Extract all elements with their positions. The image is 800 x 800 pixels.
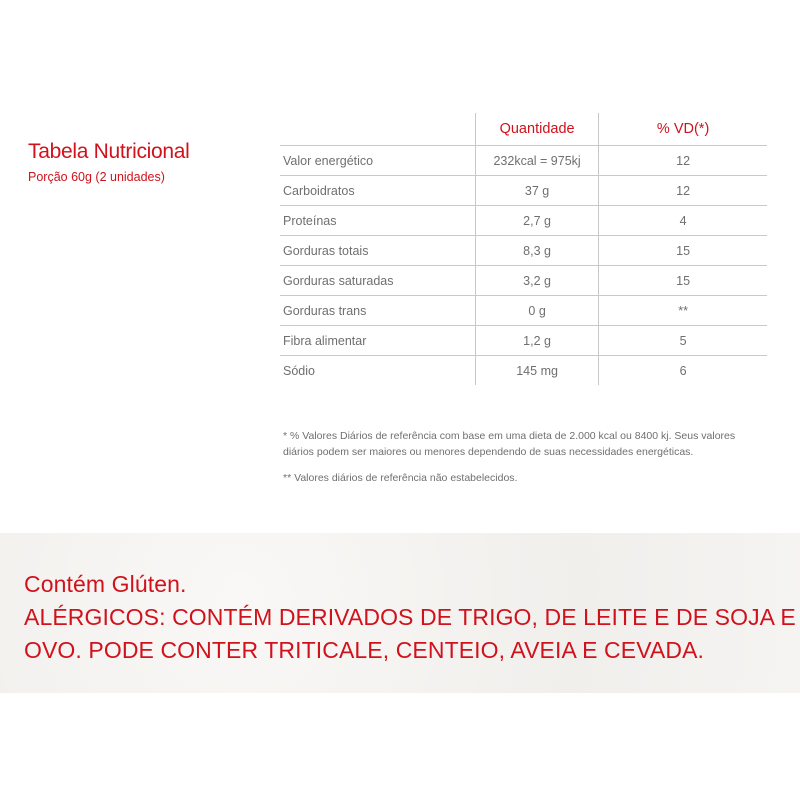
nutrient-vd: 12 <box>599 176 767 206</box>
portion-label: Porção 60g (2 unidades) <box>28 170 165 184</box>
nutrient-quantity: 3,2 g <box>475 266 598 296</box>
table-row <box>280 236 767 266</box>
table-row <box>280 326 767 356</box>
nutrient-vd: 15 <box>599 236 767 266</box>
nutrient-vd: ** <box>599 296 767 326</box>
footnotes <box>283 428 763 496</box>
nutrient-vd: 15 <box>599 266 767 296</box>
nutrient-quantity: 2,7 g <box>475 206 598 236</box>
nutrient-quantity: 8,3 g <box>475 236 598 266</box>
header-vd: % VD(*) <box>656 121 710 137</box>
table-row <box>280 356 767 386</box>
allergen-warning <box>24 568 794 667</box>
nutrient-quantity: 1,2 g <box>475 326 598 356</box>
table-row <box>280 176 767 206</box>
nutrient-vd: 4 <box>599 206 767 236</box>
nutrient-name: Gorduras saturadas <box>280 266 475 296</box>
table-row <box>280 296 767 326</box>
nutrient-vd: 5 <box>599 326 767 356</box>
allergen-line-1: ALÉRGICOS: CONTÉM DERIVADOS DE TRIGO, DE LEITE E DE SOJA E <box>24 604 796 630</box>
nutrition-table <box>280 113 767 385</box>
allergen-line-2: OVO. PODE CONTER TRITICALE, CENTEIO, AVEIA E CEVADA. <box>24 637 705 663</box>
page-title: Tabela Nutricional <box>28 140 190 163</box>
table-row <box>280 146 767 176</box>
nutrient-name: Valor energético <box>280 146 475 176</box>
table-row <box>280 266 767 296</box>
nutrient-vd: 12 <box>599 146 767 176</box>
nutrient-name: Sódio <box>280 356 475 386</box>
nutrient-name: Fibra alimentar <box>280 326 475 356</box>
table-header-row <box>280 113 767 146</box>
nutrient-name: Gorduras trans <box>280 296 475 326</box>
footnote-vd: * % Valores Diários de referência com base em uma dieta de 2.000 kcal ou 8400 kj. Seus valores diários podem ser maiores ou menores dependendo de suas necessidades energéticas. <box>283 430 736 458</box>
header-nutrient <box>280 113 475 146</box>
gluten-notice: Contém Glúten. <box>24 571 187 597</box>
nutrient-name: Carboidratos <box>280 176 475 206</box>
nutrient-quantity: 145 mg <box>475 356 598 386</box>
nutrient-quantity: 0 g <box>475 296 598 326</box>
footnote-not-established: ** Valores diários de referência não estabelecidos. <box>283 472 518 484</box>
nutrient-name: Proteínas <box>280 206 475 236</box>
nutrient-quantity: 232kcal = 975kj <box>475 146 598 176</box>
nutrient-name: Gorduras totais <box>280 236 475 266</box>
nutrient-quantity: 37 g <box>475 176 598 206</box>
nutrient-vd: 6 <box>599 356 767 386</box>
table-row <box>280 206 767 236</box>
header-quantity: Quantidade <box>475 113 598 146</box>
